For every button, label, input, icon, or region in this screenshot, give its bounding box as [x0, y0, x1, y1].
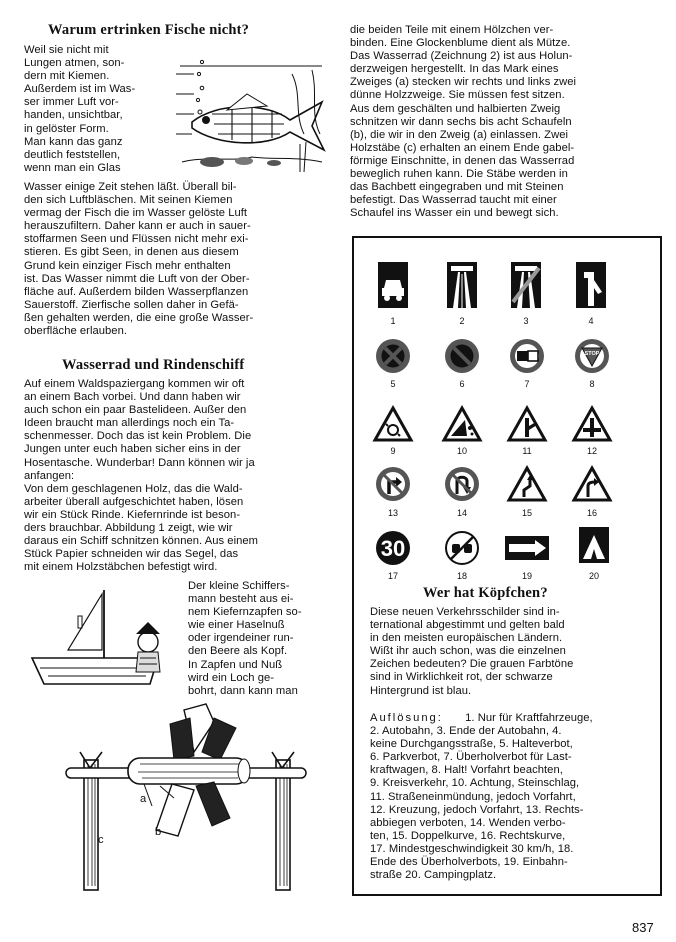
diagram-label-b: b [155, 826, 162, 838]
sign-1-motor-vehicles-only [378, 262, 408, 308]
sign-17-minimum-speed [375, 530, 411, 566]
sign-5-no-stopping [375, 338, 411, 374]
sign-6-no-parking [444, 338, 480, 374]
page-number: 837 [632, 920, 654, 935]
sign-11-side-road-priority [508, 406, 546, 442]
fish-article-title: Warum ertrinken Fische nicht? [48, 22, 250, 38]
sign-number: 12 [586, 446, 597, 456]
sign-16-right-bend [573, 466, 611, 502]
wasserrad-article-text-right: die beiden Teile mit einem Hölzchen ver- binden. Eine Glockenblume dient als Mütze. Das Wasserrad (Zeichnung 2) ist aus Holun- derzweigen hergestellt. In das Mark eines Zweiges (a) stecken wir rechts und links zwei dünne Holzzweige. Sie müssen fest sitzen. Aus dem geschälten und halbierten Zweig schnitzen wir dann sechs bis acht Schaufeln (b), die wir in den Zweig (a) einlassen. Zwei Holzstäbe (c) erhalten an einem Ende gabel- förmige Einschnitte, in denen das Wasserrad beweglich ruhen kann. Die Stäbe werden in das Bachbett eingegraben und mit Steinen befestigt. Das Wasserrad taucht mit einer Schaufel ins Wasser ein und bewegt sich. [350, 24, 577, 220]
fish-article-text-continued: Wasser einige Zeit stehen läßt. Überall bil- den sich Luftbläschen. Mit seinen Kiemen vermag der Fisch die im Wasser gelöste Luft herauszufiltern. Daher kann er auch in sauer- stoffarmen Seen und Flüssen nicht mehr exi- stieren. Es gibt Seen, in denen aus diesem Grund kein einziger Fisch mehr enthalten ist. Das Wasser nimmt die Luft von der Ober- fläche auf. Außerdem bilden Wasserpflanzen Sauerstoff. Zierfische sollen daher in Gefä- ßen gehalten werden, die eine große Wasser- oberfläche erlauben. [24, 181, 254, 338]
speed-value: 30 [380, 536, 406, 561]
sign-number: 4 [588, 316, 594, 326]
sign-number: 17 [387, 571, 398, 581]
sign-number: 3 [523, 316, 529, 326]
sign-number: 19 [521, 571, 532, 581]
sign-number: 9 [390, 446, 396, 456]
solution-text: 1. Nur für Kraftfahrzeuge, 2. Autobahn, 3. Ende der Autobahn, 4. keine Durchgangsstraße, 5. Halteverbot, 6. Parkverbot, 7. Überholverbot für Last- kraftwagen, 8. Halt! Vorfahrt beachten, 9. Kreisverkehr, 10. Achtung, Steinschlag, 11. Straßeneinmündung, jedoch Vorfahrt, 12. Kreuzung, jedoch Vorfahrt, 13. Rechts- abbiegen verboten, 14. Wenden verbo- ten, 15. Doppelkurve, 16. Rechtskurve, 17. Mindestgeschwindigkeit 30 km/h, 18. Ende des Überholverbots, 19. Einbahn- straße 20. Campingplatz. [370, 712, 593, 882]
quiz-text: Diese neuen Verkehrsschilder sind in- ternational abgestimmt und gelten bald in den meisten europäischen Ländern. Wißt ihr auch schon, was die einzelnen Zeichen bedeuten? Die grauen Farbtöne sind in Wirklichkeit rot, der schwarze Hintergrund ist blau. [370, 606, 574, 697]
sign-7-no-overtaking-trucks [509, 338, 545, 374]
sign-19-one-way [505, 536, 549, 560]
sign-14-no-u-turn [444, 466, 480, 502]
wasserrad-article-text: Auf einem Waldspaziergang kommen wir oft an einem Bach vorbei. Und dann haben wir auch schon ein paar Bastelideen. Außer den Ideen braucht man allerdings noch ein Ta- schenmesser. Doch das ist kein Problem. Die Jungen unter euch haben sicher eins in der Hosentasche. Wunderbar! Dann können wir ja anfangen: Von dem geschlagenen Holz, das die Wald- arbeiter überall aufgeschichtet haben, lösen wir ein Stück Rinde. Kiefernrinde ist beson- ders brauchbar. Abbildung 1 zeigt, wie wir daraus ein Schiff schnitzen können. Aus einem Stück Papier schneiden wir das Segel, das mit einem Holzstäbchen befestigt wird. [24, 378, 259, 574]
sign-number: 14 [456, 508, 467, 518]
sign-number: 10 [456, 446, 467, 456]
sign-number: 6 [459, 379, 465, 389]
sign-number: 5 [390, 379, 396, 389]
sign-18-end-no-overtaking [444, 530, 480, 566]
sign-10-falling-rocks [443, 406, 481, 442]
wasserrad-article-title: Wasserrad und Rindenschiff [62, 357, 245, 373]
sign-number: 11 [522, 446, 532, 456]
fish-illustration [172, 44, 332, 174]
sign-4-no-through-road [576, 262, 606, 308]
solution-label: Auflösung: [370, 712, 443, 724]
sign-3-end-of-motorway [511, 262, 541, 308]
sign-12-crossroads-priority [573, 406, 611, 442]
diagram-label-a: a [140, 793, 147, 805]
sign-9-roundabout [374, 406, 412, 442]
quiz-title: Wer hat Köpfchen? [423, 585, 548, 601]
sign-2-motorway [447, 262, 477, 308]
diagram-label-c: c [98, 834, 104, 846]
water-wheel-illustration [44, 702, 329, 897]
sign-number: 7 [524, 379, 530, 389]
wasserrad-article-text-continued: Der kleine Schiffers- mann besteht aus ei- nem Kiefernzapfen so- wie einer Haselnuß oder irgendeiner run- den Beere als Kopf. In Zapfen und Nuß wird ein Loch ge- bohrt, dann kann man [188, 580, 302, 697]
sign-number: 2 [459, 316, 465, 326]
sign-number: 20 [588, 571, 599, 581]
fish-article-text: Weil sie nicht mit Lungen atmen, son- dern mit Kiemen. Außerdem ist im Was- ser immer Luft vor- handen, unsichtbar, in gelöster Form. Man kann das ganz deutlich feststellen, wenn man ein Glas [24, 44, 136, 174]
sign-number: 13 [387, 508, 398, 518]
sign-number: 8 [589, 379, 595, 389]
sign-15-double-bend [508, 466, 546, 502]
stop-text: STOP [584, 351, 600, 357]
sign-20-campsite [579, 527, 609, 563]
bark-boat-illustration [18, 588, 188, 693]
sign-number: 18 [456, 571, 467, 581]
sign-number: 15 [521, 508, 532, 518]
sign-13-no-right-turn [375, 466, 411, 502]
sign-number: 1 [390, 316, 396, 326]
sign-8-stop-give-way [574, 338, 610, 374]
sign-number: 16 [586, 508, 597, 518]
